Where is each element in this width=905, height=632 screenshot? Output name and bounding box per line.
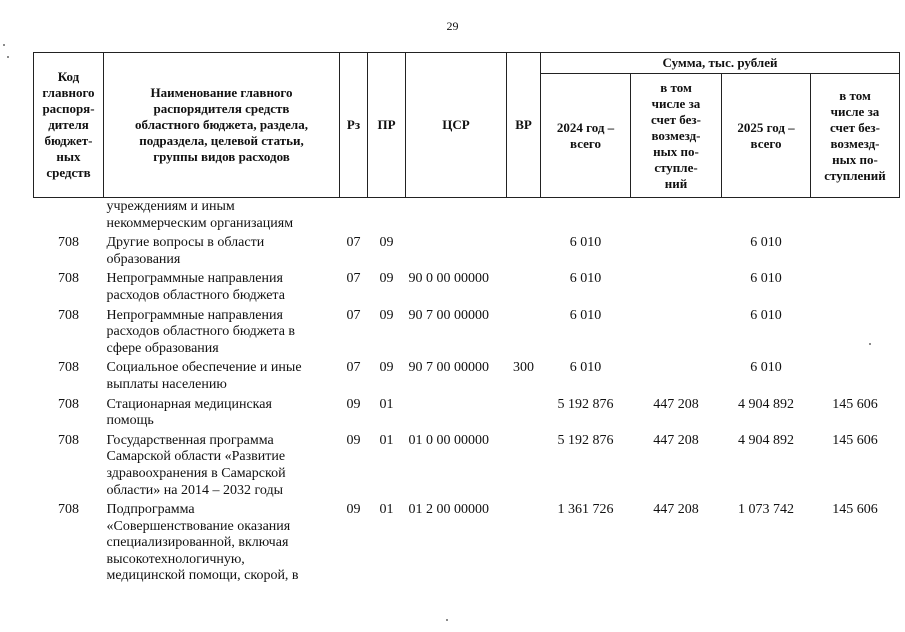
row-section: 07 xyxy=(346,307,361,323)
scan-speck xyxy=(7,56,9,58)
row-2025-total: 6 010 xyxy=(750,360,782,376)
row-section: 09 xyxy=(346,502,361,518)
scan-speck xyxy=(3,44,5,46)
table-row xyxy=(34,432,900,501)
row-2024-total: 5 192 876 xyxy=(557,396,614,412)
row-expense-type xyxy=(507,501,541,587)
row-name: Подпрограмма «Совершенствование оказания специализированной, включая высокотехнологичную, медицинской помощи, скорой, в xyxy=(106,502,299,584)
row-2025-total: 1 073 742 xyxy=(738,502,794,518)
row-section: 07 xyxy=(346,271,361,287)
header-2025-grants: в том числе за счет без- возмезд- ных по- ступлений xyxy=(811,74,900,198)
row-2024-grants xyxy=(631,307,722,360)
table-body xyxy=(34,198,900,588)
row-2025-total xyxy=(722,198,811,235)
row-name: Социальное обеспечение и иные выплаты населению xyxy=(106,360,302,392)
page-number: 29 xyxy=(446,19,459,33)
row-expense-type xyxy=(507,270,541,306)
row-target-article: 01 0 00 00000 xyxy=(408,432,489,448)
row-2024-grants xyxy=(631,359,722,395)
header-budget-holder-code: Код главного распоря- дителя бюджет- ных средств xyxy=(34,53,104,198)
row-2025-total: 4 904 892 xyxy=(738,396,794,412)
header-target-article: ЦСР xyxy=(406,53,507,198)
table-row xyxy=(34,234,900,270)
row-code: 708 xyxy=(58,271,79,287)
row-name: Другие вопросы в области образования xyxy=(106,235,265,267)
table-row xyxy=(34,270,900,306)
scan-speck xyxy=(869,343,871,345)
row-2024-total: 6 010 xyxy=(569,307,602,323)
row-expense-type xyxy=(507,198,541,235)
table-row xyxy=(34,359,900,395)
row-2024-total: 6 010 xyxy=(569,235,602,251)
row-expense-type xyxy=(507,432,541,501)
row-name: Непрограммные направления расходов областного бюджета в сфере образования xyxy=(106,307,296,356)
row-code: 708 xyxy=(58,396,79,412)
row-2024-total: 6 010 xyxy=(569,360,602,376)
row-expense-type xyxy=(507,396,541,432)
row-subsection: 09 xyxy=(379,307,394,323)
row-subsection: 01 xyxy=(379,396,394,412)
row-2025-total: 6 010 xyxy=(750,271,782,287)
row-2025-total: 4 904 892 xyxy=(738,432,794,448)
row-2025-grants xyxy=(811,270,900,306)
row-code: 708 xyxy=(58,307,79,323)
budget-table xyxy=(33,52,900,587)
row-name: Непрограммные направления расходов областного бюджета xyxy=(106,271,285,303)
row-2025-grants: 145 606 xyxy=(832,432,878,448)
row-2024-total: 1 361 726 xyxy=(557,502,614,518)
row-section: 07 xyxy=(346,235,361,251)
row-code xyxy=(34,198,104,235)
header-sum-group: Сумма, тыс. рублей xyxy=(541,53,900,74)
row-2025-grants xyxy=(811,307,900,360)
row-subsection: 01 xyxy=(379,432,394,448)
row-2025-total: 6 010 xyxy=(750,307,782,323)
row-2024-grants xyxy=(631,234,722,270)
table-row xyxy=(34,396,900,432)
row-subsection xyxy=(368,198,406,235)
scan-speck xyxy=(446,619,448,621)
table-row xyxy=(34,198,900,235)
row-subsection: 01 xyxy=(379,502,394,518)
row-section: 09 xyxy=(346,432,361,448)
row-target-article xyxy=(406,198,507,235)
row-subsection: 09 xyxy=(379,235,394,251)
header-section: Рз xyxy=(340,53,368,198)
table-header xyxy=(34,53,900,198)
row-2024-grants: 447 208 xyxy=(653,432,699,448)
row-2024-grants xyxy=(631,270,722,306)
table-row xyxy=(34,307,900,360)
row-section: 07 xyxy=(346,360,361,376)
row-target-article: 90 7 00 00000 xyxy=(408,360,489,376)
row-subsection: 09 xyxy=(379,271,394,287)
row-2025-grants xyxy=(811,234,900,270)
row-2024-grants xyxy=(631,198,722,235)
row-2025-total: 6 010 xyxy=(750,235,782,251)
row-name: учреждениям и иным некоммерческим организациям xyxy=(106,199,294,231)
row-target-article: 01 2 00 00000 xyxy=(408,502,489,518)
row-2025-grants: 145 606 xyxy=(832,502,878,518)
row-target-article xyxy=(406,396,507,432)
row-2025-grants xyxy=(811,359,900,395)
row-code: 708 xyxy=(58,502,79,518)
row-expense-type xyxy=(507,234,541,270)
header-2024-total: 2024 год – всего xyxy=(541,74,631,198)
row-2025-grants: 145 606 xyxy=(832,396,878,412)
row-expense-type xyxy=(507,307,541,360)
row-2024-total: 5 192 876 xyxy=(557,432,614,448)
row-2024-total xyxy=(541,198,631,235)
row-name: Стационарная медицинская помощь xyxy=(106,396,272,429)
header-subsection: ПР xyxy=(368,53,406,198)
row-name: Государственная программа Самарской области «Развитие здравоохранения в Самарской области» на 2014 – 2032 годы xyxy=(106,432,286,498)
row-2025-grants xyxy=(811,198,900,235)
row-2024-total: 6 010 xyxy=(569,271,602,287)
row-subsection: 09 xyxy=(379,360,394,376)
row-section: 09 xyxy=(346,396,361,412)
row-code: 708 xyxy=(58,432,79,448)
header-2024-grants: в том числе за счет без- возмезд- ных по- ступле- ний xyxy=(631,74,722,198)
row-2024-grants: 447 208 xyxy=(653,396,699,412)
header-2025-total: 2025 год – всего xyxy=(722,74,811,198)
row-target-article: 90 7 00 00000 xyxy=(408,307,489,323)
header-expense-type: ВР xyxy=(507,53,541,198)
row-expense-type: 300 xyxy=(513,360,534,376)
row-2024-grants: 447 208 xyxy=(653,502,699,518)
row-target-article: 90 0 00 00000 xyxy=(408,271,489,287)
row-code: 708 xyxy=(58,360,79,376)
row-code: 708 xyxy=(58,235,79,251)
table-row xyxy=(34,501,900,587)
row-target-article xyxy=(406,234,507,270)
header-name: Наименование главного распорядителя средств областного бюджета, раздела, подраздела, целевой статьи, группы видов расходов xyxy=(104,53,340,198)
row-section xyxy=(340,198,368,235)
